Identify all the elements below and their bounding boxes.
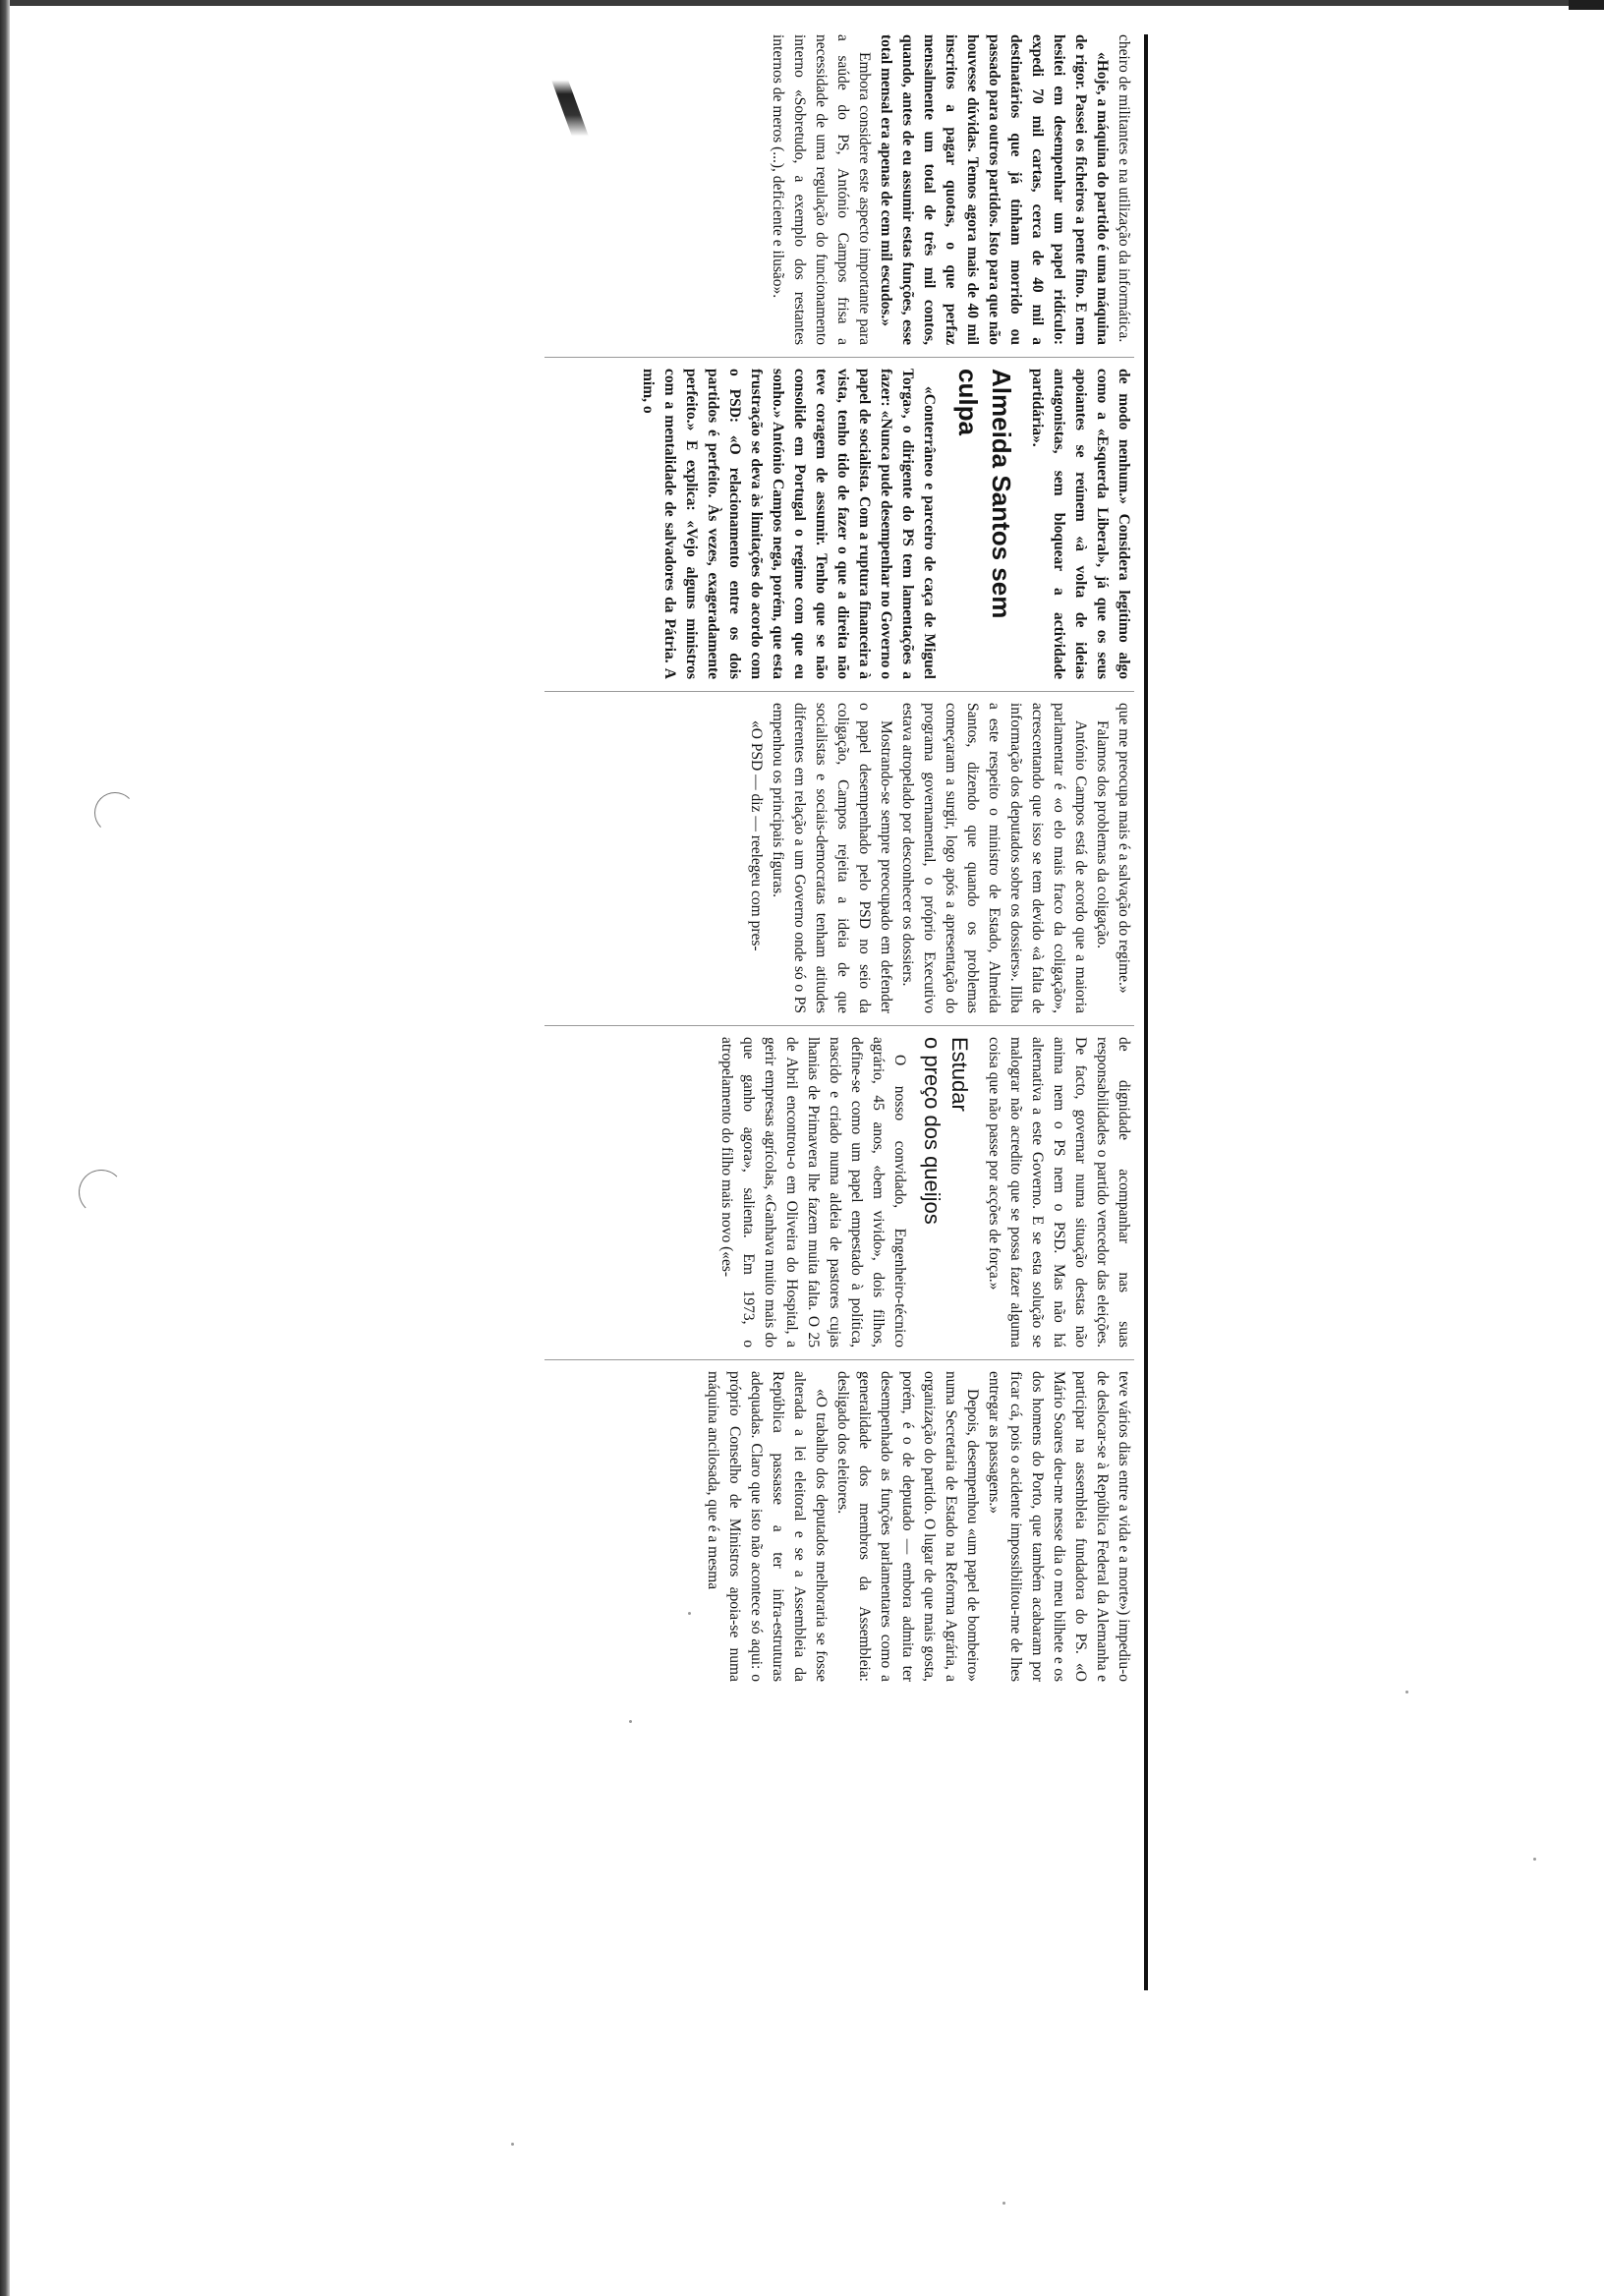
article-column-4	[509, 1037, 1134, 1348]
paragraph: António Campos está de acordo que a maioria parlamentar é «o elo mais fraco da coligação», acrescentando que isso se tem devido «à falta de informação dos deputados sobre os dossiers». Iliba a este respeito o ministro de Estado, Almeida Santos, dizendo que quando os problemas começaram a surgir, logo após a apresentação do programa governamental, o próprio Executivo estava atropelado por desconhecer os dossiers.	[899, 703, 1089, 1013]
subheading-almeida-santos: Almeida Santos sem culpa	[953, 369, 1016, 619]
column-divider	[544, 357, 1134, 358]
column-divider	[544, 1359, 1134, 1360]
paragraph: «Hoje, a máquina do partido é uma máquina de rigor. Passei os ficheiros a pente fino. E nem hesitei em desempenhar um papel ridículo: expedi 70 mil cartas, cerca de 40 mil a destinatários que já tinham morrido ou passado para outros partidos. Isto para que não houvesse dúvidas. Temos agora mais de 40 mil inscritos a pagar quotas, o que perfaz mensalmente um total de três mil contos, quando, antes de eu assumir estas funções, esse total mensal era apenas de cem mil escudos.»	[878, 34, 1111, 345]
paragraph: que me preocupa mais é a salvação do regime.»	[1116, 703, 1132, 994]
scan-artifact-arc	[94, 792, 136, 833]
article-column-1	[509, 34, 1134, 345]
paragraph: de dignidade acompanhar nas suas responsabilidades o partido vencedor das eleições. De facto, governar numa situação destas não anima nem o PS nem o PSD. Mas não há alternativa a este Governo. E se esta solução se malograr não acredito que se possa fazer alguma coisa que não passe por acções de força.»	[986, 1037, 1132, 1348]
newspaper-article	[503, 34, 1148, 1990]
scan-speck	[1533, 1858, 1536, 1861]
scan-left-edge	[0, 0, 10, 2296]
subheading-line-2: o preço dos queijos	[920, 1037, 945, 1225]
article-column-3	[509, 703, 1134, 1013]
article-column-5	[509, 1371, 1134, 1682]
ink-stain	[551, 73, 590, 143]
paragraph: Mostrando-se sempre preocupado em defender o papel desempenhado pelo PSD no seio da coligação, Campos rejeita a ideia de que socialistas e sociais-democratas tenham atitudes diferentes em relação a um Governo onde só o PS empenhou os principais figuras.	[770, 703, 894, 1013]
paragraph: «O PSD — diz — reelegeu com pres-	[748, 720, 765, 951]
column-divider	[544, 1025, 1134, 1026]
scan-speck	[1002, 2202, 1005, 2205]
article-column-2	[509, 369, 1134, 679]
paragraph: de modo nenhum.» Considera legítimo algo como a «Esquerda Liberal», já que os seus apoiantes se reúnem «à volta de ideias antagonistas, sem bloquear a actividade partidária».	[1029, 369, 1132, 679]
paragraph: teve vários dias entre a vida e a morte») impediu-o de deslocar-se à República Federal da Alemanha e participar na assembleia fundadora do PS. «O Mário Soares deu-me nesse dia o meu bilhete e os dos homens do Porto, que também acabaram por ficar cá, pois o acidente impossibilitou-me de lhes entregar as passagens.»	[986, 1371, 1132, 1682]
scan-top-border	[0, 0, 1604, 6]
article-top-rule	[1144, 34, 1148, 1990]
column-divider	[544, 691, 1134, 692]
paragraph: Falamos dos problemas da coligação.	[1094, 720, 1111, 949]
paragraph: Embora considere este aspecto importante para a saúde do PS, António Campos frisa a necessidade de uma regulação do funcionamento interno «Sobretudo, a exemplo dos restantes internos de meros (...), deficiente e ilusão».	[770, 34, 873, 345]
paragraph: O nosso convidado, Engenheiro-técnico agrário, 45 anos, «bem vivido», dois filhos, define-se como um papel empestado à política, nascido e criado numa aldeia de pastores cujas lhanias de Primavera lhe fazem muita falta. O 25 de Abril encontrou-o em Oliveira do Hospital, a gerir empresas agrícolas, «Ganhava muito mais do que ganho agora», salienta. Em 1973, o atropelamento do filho mais novo («es-	[718, 1037, 908, 1348]
scan-speck	[1405, 1691, 1408, 1693]
scan-corner-shadow	[1569, 0, 1604, 10]
paragraph: cheiro de militantes e na utilização da informática.	[1116, 34, 1132, 343]
paragraph: Depois, desempenhou «um papel de bombeiro» numa Secretaria de Estado na Reforma Agrária, a organização do partido. O lugar de que mais gosta, porém, é o de deputado — embora admita ter desempenhado as funções parlamentares como a generalidade dos membros da Assembleia: desligado dos eleitores.	[834, 1371, 981, 1682]
subheading-line-1: Estudar	[947, 1037, 972, 1112]
scan-artifact-arc	[79, 1170, 124, 1215]
paragraph: «Conterrâneo e parceiro de caça de Miguel Torga», o dirigente do PS tem lamentações a fazer: «Nunca pude desempenhar no Governo o papel de socialista. Com a ruptura financeira à vista, tenho tido de fazer o que a direita não teve coragem de assumir. Tenho que se não consolide em Portugal o regime com que eu sonho.» António Campos nega, porém, que esta frustração se deva às limitações do acordo com o PSD: «O relacionamento entre os dois partidos é perfeito. Às vezes, exageradamente perfeito.» E explica: «Vejo alguns ministros com a mentalidade de salvadores da Pátria. A mim, o	[640, 369, 938, 679]
subheading-estudar	[918, 1037, 973, 1348]
paragraph: «O trabalho dos deputados melhoraria se fosse alterada a lei eleitoral e se a Assembleia da República passasse a ter infra-estruturas adequadas. Claro que isto não acontece só aqui: o próprio Conselho de Ministros apoia-se numa máquina ancilosada, que é a mesma	[705, 1371, 830, 1682]
scan-speck	[511, 2143, 514, 2146]
